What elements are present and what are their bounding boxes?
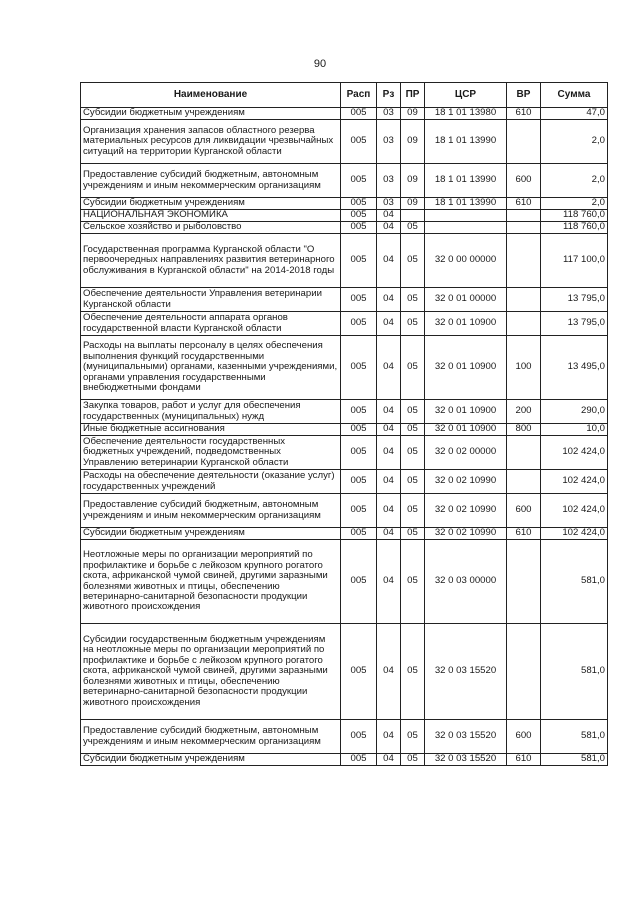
cell-rasp: 005 [341,400,377,424]
cell-sum: 290,0 [541,400,608,424]
cell-csr: 32 0 02 00000 [425,436,507,470]
cell-sum: 2,0 [541,198,608,210]
cell-rz: 04 [377,540,401,624]
cell-name: Субсидии бюджетным учреждениям [81,108,341,120]
cell-rasp: 005 [341,528,377,540]
cell-pr: 05 [401,540,425,624]
cell-sum: 2,0 [541,120,608,164]
cell-csr: 32 0 03 00000 [425,540,507,624]
cell-csr: 18 1 01 13980 [425,108,507,120]
cell-vr [507,470,541,494]
header-rasp: Расп [341,83,377,108]
cell-rasp: 005 [341,108,377,120]
cell-rasp: 005 [341,210,377,222]
cell-sum: 581,0 [541,624,608,720]
cell-csr: 32 0 01 10900 [425,400,507,424]
cell-sum: 13 795,0 [541,288,608,312]
cell-csr: 32 0 01 10900 [425,336,507,400]
cell-vr: 610 [507,528,541,540]
cell-rz: 04 [377,336,401,400]
cell-rasp: 005 [341,288,377,312]
cell-pr: 05 [401,424,425,436]
cell-name: Иные бюджетные ассигнования [81,424,341,436]
header-rz: Рз [377,83,401,108]
cell-name: Предоставление субсидий бюджетным, автономным учреждениям и иным некоммерческим организациям [81,164,341,198]
cell-pr: 05 [401,754,425,766]
cell-rasp: 005 [341,494,377,528]
cell-vr [507,288,541,312]
cell-csr: 32 0 02 10990 [425,494,507,528]
cell-rasp: 005 [341,222,377,234]
cell-csr: 32 0 03 15520 [425,624,507,720]
cell-sum: 117 100,0 [541,234,608,288]
cell-rz: 04 [377,436,401,470]
table-row [81,222,608,234]
cell-name: Обеспечение деятельности государственных бюджетных учреждений, подведомственных Управлению ветеринарии Курганской области [81,436,341,470]
cell-csr: 32 0 03 15520 [425,754,507,766]
cell-sum: 102 424,0 [541,494,608,528]
header-name: Наименование [81,83,341,108]
cell-vr: 200 [507,400,541,424]
table-row [81,424,608,436]
cell-csr: 32 0 01 10900 [425,424,507,436]
cell-pr: 05 [401,436,425,470]
cell-rz: 04 [377,494,401,528]
cell-rz: 03 [377,164,401,198]
cell-name: Субсидии бюджетным учреждениям [81,528,341,540]
cell-pr: 05 [401,312,425,336]
cell-csr: 32 0 03 15520 [425,720,507,754]
page-number: 90 [313,58,327,70]
cell-rasp: 005 [341,164,377,198]
cell-rasp: 005 [341,720,377,754]
table-row [81,288,608,312]
cell-pr: 05 [401,470,425,494]
cell-name: Организация хранения запасов областного резерва материальных ресурсов для ликвидации чрезвычайных ситуаций на территории Курганской области [81,120,341,164]
cell-rasp: 005 [341,120,377,164]
cell-rz: 03 [377,198,401,210]
table-row [81,312,608,336]
table-row [81,164,608,198]
cell-name: Субсидии государственным бюджетным учреждениям на неотложные меры по организации мероприятий по профилактике и борьбе с лейкозом крупного рогатого скота, африканской чумой свиней, другими заразными болезнями животных и птицы, обеспечению ветеринарно-санитарной безопасности продукции животного происхождения [81,624,341,720]
cell-pr [401,210,425,222]
cell-vr: 610 [507,198,541,210]
cell-name: Субсидии бюджетным учреждениям [81,754,341,766]
table-row [81,540,608,624]
cell-sum: 118 760,0 [541,210,608,222]
cell-pr: 09 [401,198,425,210]
cell-csr [425,210,507,222]
cell-csr: 32 0 01 10900 [425,312,507,336]
cell-name: Расходы на выплаты персоналу в целях обеспечения выполнения функций государственными (муниципальными) органами, казенными учреждениями, органами управления государственными внебюджетными фондами [81,336,341,400]
table-row [81,470,608,494]
cell-rz: 04 [377,624,401,720]
cell-name: Сельское хозяйство и рыболовство [81,222,341,234]
cell-csr: 18 1 01 13990 [425,198,507,210]
table-row [81,720,608,754]
cell-sum: 47,0 [541,108,608,120]
table-row [81,400,608,424]
cell-sum: 102 424,0 [541,528,608,540]
budget-table [80,82,608,766]
cell-rz: 03 [377,120,401,164]
header-csr: ЦСР [425,83,507,108]
cell-pr: 09 [401,108,425,120]
cell-csr: 32 0 02 10990 [425,528,507,540]
table-row [81,336,608,400]
cell-rasp: 005 [341,470,377,494]
table-row [81,210,608,222]
cell-name: Обеспечение деятельности аппарата органов государственной власти Курганской области [81,312,341,336]
cell-vr [507,210,541,222]
cell-rz: 04 [377,754,401,766]
cell-csr: 32 0 02 10990 [425,470,507,494]
cell-pr: 05 [401,288,425,312]
cell-vr: 600 [507,720,541,754]
cell-rz: 04 [377,400,401,424]
cell-pr: 05 [401,222,425,234]
cell-pr: 05 [401,720,425,754]
cell-csr: 32 0 00 00000 [425,234,507,288]
cell-rz: 04 [377,288,401,312]
cell-rasp: 005 [341,540,377,624]
cell-rasp: 005 [341,234,377,288]
cell-vr [507,222,541,234]
cell-sum: 13 495,0 [541,336,608,400]
cell-rz: 04 [377,222,401,234]
cell-rasp: 005 [341,436,377,470]
cell-vr: 800 [507,424,541,436]
cell-rz: 04 [377,528,401,540]
cell-rz: 04 [377,470,401,494]
header-pr: ПР [401,83,425,108]
table-body [81,108,608,766]
cell-rasp: 005 [341,336,377,400]
cell-pr: 05 [401,234,425,288]
cell-sum: 2,0 [541,164,608,198]
cell-vr [507,234,541,288]
cell-rz: 04 [377,720,401,754]
cell-rasp: 005 [341,312,377,336]
cell-sum: 13 795,0 [541,312,608,336]
cell-rasp: 005 [341,754,377,766]
table-row [81,436,608,470]
cell-csr: 18 1 01 13990 [425,120,507,164]
cell-name: Закупка товаров, работ и услуг для обеспечения государственных (муниципальных) нужд [81,400,341,424]
cell-sum: 118 760,0 [541,222,608,234]
cell-csr [425,222,507,234]
cell-vr [507,120,541,164]
cell-vr [507,312,541,336]
table-row [81,494,608,528]
cell-pr: 05 [401,400,425,424]
cell-pr: 09 [401,120,425,164]
cell-name: Субсидии бюджетным учреждениям [81,198,341,210]
cell-name: Обеспечение деятельности Управления ветеринарии Курганской области [81,288,341,312]
cell-pr: 05 [401,336,425,400]
cell-sum: 102 424,0 [541,470,608,494]
cell-rasp: 005 [341,624,377,720]
cell-name: Неотложные меры по организации мероприятий по профилактике и борьбе с лейкозом крупного рогатого скота, африканской чумой свиней, другими заразными болезнями животных и птицы, обеспечению ветеринарно-санитарной безопасности продукции животного происхождения [81,540,341,624]
cell-pr: 05 [401,624,425,720]
cell-rz: 03 [377,108,401,120]
cell-csr: 32 0 01 00000 [425,288,507,312]
cell-name: Государственная программа Курганской области "О первоочередных направлениях развития ветеринарного обслуживания в Курганской области" на 2014-2018 годы [81,234,341,288]
cell-rz: 04 [377,210,401,222]
cell-name: НАЦИОНАЛЬНАЯ ЭКОНОМИКА [81,210,341,222]
cell-sum: 10,0 [541,424,608,436]
table-row [81,120,608,164]
cell-rasp: 005 [341,198,377,210]
table-row [81,754,608,766]
cell-rz: 04 [377,312,401,336]
cell-vr: 610 [507,754,541,766]
table-row [81,528,608,540]
table-row [81,624,608,720]
header-vr: ВР [507,83,541,108]
cell-rz: 04 [377,234,401,288]
cell-vr: 600 [507,494,541,528]
header-sum: Сумма [541,83,608,108]
cell-vr [507,624,541,720]
cell-pr: 05 [401,494,425,528]
cell-rasp: 005 [341,424,377,436]
cell-rz: 04 [377,424,401,436]
table-row [81,198,608,210]
cell-pr: 09 [401,164,425,198]
cell-vr: 100 [507,336,541,400]
cell-sum: 581,0 [541,720,608,754]
cell-sum: 581,0 [541,754,608,766]
cell-vr [507,436,541,470]
table-header-row [81,83,608,108]
cell-name: Расходы на обеспечение деятельности (оказание услуг) государственных учреждений [81,470,341,494]
cell-sum: 102 424,0 [541,436,608,470]
cell-name: Предоставление субсидий бюджетным, автономным учреждениям и иным некоммерческим организациям [81,494,341,528]
cell-vr: 600 [507,164,541,198]
cell-pr: 05 [401,528,425,540]
cell-vr: 610 [507,108,541,120]
table-row [81,108,608,120]
cell-csr: 18 1 01 13990 [425,164,507,198]
table-row [81,234,608,288]
cell-sum: 581,0 [541,540,608,624]
cell-name: Предоставление субсидий бюджетным, автономным учреждениям и иным некоммерческим организациям [81,720,341,754]
cell-vr [507,540,541,624]
